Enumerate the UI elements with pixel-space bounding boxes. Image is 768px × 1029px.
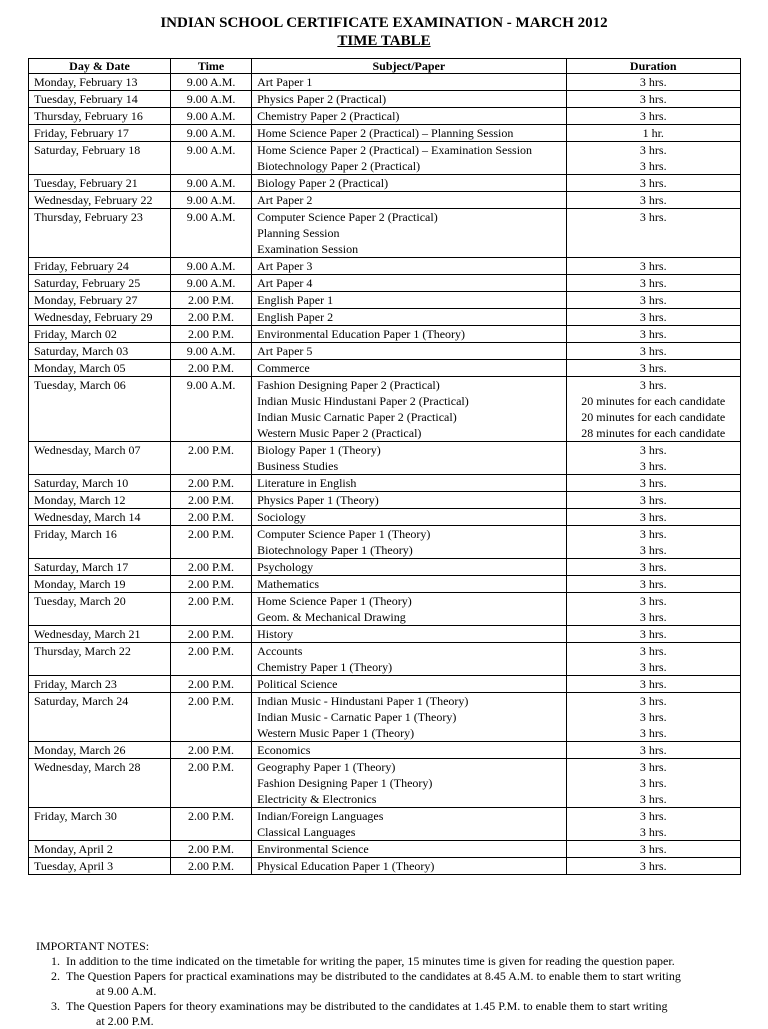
subject-line: Environmental Education Paper 1 (Theory) [257, 327, 466, 341]
cell-duration [566, 693, 740, 742]
cell-time: 9.00 A.M. [170, 343, 251, 360]
cell-duration [566, 593, 740, 626]
table-row [29, 326, 741, 343]
cell-subject [252, 108, 566, 125]
duration-line: 3 hrs. [639, 694, 667, 708]
duration-line: 3 hrs. [639, 210, 667, 224]
table-row [29, 759, 741, 808]
cell-duration [566, 492, 740, 509]
cell-duration [566, 626, 740, 643]
cell-time: 2.00 P.M. [170, 693, 251, 742]
duration-line: 3 hrs. [639, 560, 667, 574]
cell-day: Friday, March 30 [29, 808, 171, 841]
cell-day: Friday, March 02 [29, 326, 171, 343]
cell-duration [566, 292, 740, 309]
cell-time: 2.00 P.M. [170, 841, 251, 858]
cell-day: Wednesday, March 07 [29, 442, 171, 475]
header-row [29, 59, 741, 74]
cell-duration [566, 142, 740, 175]
cell-time: 2.00 P.M. [170, 593, 251, 626]
duration-line: 3 hrs. [639, 644, 667, 658]
table-row [29, 275, 741, 292]
table-row [29, 841, 741, 858]
cell-duration [566, 509, 740, 526]
cell-day: Wednesday, March 28 [29, 759, 171, 808]
table-row [29, 626, 741, 643]
cell-day: Monday, February 27 [29, 292, 171, 309]
subject-line: Art Paper 2 [257, 193, 313, 207]
note-text [66, 954, 756, 969]
cell-duration [566, 192, 740, 209]
cell-duration [566, 74, 740, 91]
cell-time: 2.00 P.M. [170, 559, 251, 576]
subject-line: Planning Session [257, 226, 340, 240]
duration-line: 3 hrs. [639, 677, 667, 691]
subject-line: English Paper 1 [257, 293, 334, 307]
duration-line: 3 hrs. [639, 627, 667, 641]
duration-line: 3 hrs. [639, 361, 667, 375]
cell-time: 9.00 A.M. [170, 275, 251, 292]
subject-line: Indian/Foreign Languages [257, 809, 384, 823]
cell-day: Wednesday, February 22 [29, 192, 171, 209]
cell-time: 2.00 P.M. [170, 475, 251, 492]
table-row [29, 676, 741, 693]
subject-line: Indian Music - Hindustani Paper 1 (Theory) [257, 694, 469, 708]
cell-time: 2.00 P.M. [170, 759, 251, 808]
subject-line: Physical Education Paper 1 (Theory) [257, 859, 435, 873]
duration-line: 3 hrs. [639, 859, 667, 873]
header-time: Time [170, 59, 251, 74]
cell-day: Tuesday, February 14 [29, 91, 171, 108]
cell-day: Monday, March 26 [29, 742, 171, 759]
cell-duration [566, 326, 740, 343]
duration-line: 3 hrs. [639, 92, 667, 106]
cell-day: Monday, February 13 [29, 74, 171, 91]
header-subject: Subject/Paper [252, 59, 566, 74]
timetable-body [29, 74, 741, 875]
table-row [29, 643, 741, 676]
duration-line: 3 hrs. [639, 577, 667, 591]
note-item [36, 954, 756, 969]
cell-duration [566, 360, 740, 377]
duration-line: 3 hrs. [639, 293, 667, 307]
table-row [29, 91, 741, 108]
cell-duration [566, 91, 740, 108]
subject-line: Art Paper 4 [257, 276, 313, 290]
subject-line: Indian Music Hindustani Paper 2 (Practical) [257, 394, 469, 408]
cell-duration [566, 742, 740, 759]
table-row [29, 509, 741, 526]
duration-line: 1 hr. [642, 126, 664, 140]
duration-line: 20 minutes for each candidate [581, 394, 726, 408]
duration-line: 3 hrs. [639, 276, 667, 290]
duration-line: 3 hrs. [639, 776, 667, 790]
document-title: INDIAN SCHOOL CERTIFICATE EXAMINATION - MARCH 2012 [160, 15, 608, 31]
duration-line: 3 hrs. [639, 760, 667, 774]
subject-line: Fashion Designing Paper 2 (Practical) [257, 378, 440, 392]
important-notes [36, 939, 756, 1029]
cell-duration [566, 343, 740, 360]
table-row [29, 693, 741, 742]
duration-line: 3 hrs. [639, 378, 667, 392]
cell-day: Monday, April 2 [29, 841, 171, 858]
duration-line: 3 hrs. [639, 527, 667, 541]
subject-line: Computer Science Paper 1 (Theory) [257, 527, 431, 541]
duration-line: 3 hrs. [639, 443, 667, 457]
note-number: 2. [51, 969, 60, 983]
cell-subject [252, 74, 566, 91]
table-row [29, 742, 741, 759]
cell-day: Thursday, February 16 [29, 108, 171, 125]
subject-line: Mathematics [257, 577, 320, 591]
cell-subject [252, 292, 566, 309]
cell-day: Wednesday, March 21 [29, 626, 171, 643]
duration-line: 3 hrs. [639, 259, 667, 273]
subject-line: Accounts [257, 644, 303, 658]
cell-day: Monday, March 19 [29, 576, 171, 593]
cell-subject [252, 475, 566, 492]
note-line: The Question Papers for theory examinations may be distributed to the candidates at 1.45 P.M. to enable them to start writing [66, 999, 668, 1013]
subject-line: Fashion Designing Paper 1 (Theory) [257, 776, 433, 790]
table-row [29, 258, 741, 275]
table-row [29, 142, 741, 175]
subject-line: Geom. & Mechanical Drawing [257, 610, 406, 624]
duration-line: 3 hrs. [639, 493, 667, 507]
table-row [29, 192, 741, 209]
table-row [29, 309, 741, 326]
duration-line: 3 hrs. [639, 842, 667, 856]
subject-line: Classical Languages [257, 825, 356, 839]
subject-line: Physics Paper 1 (Theory) [257, 493, 379, 507]
table-row [29, 175, 741, 192]
duration-line: 20 minutes for each candidate [581, 410, 726, 424]
subject-line: Computer Science Paper 2 (Practical) [257, 210, 438, 224]
cell-subject [252, 492, 566, 509]
cell-day: Friday, March 16 [29, 526, 171, 559]
table-row [29, 209, 741, 258]
cell-subject [252, 360, 566, 377]
subject-line: Environmental Science [257, 842, 369, 856]
cell-day: Monday, March 12 [29, 492, 171, 509]
note-number: 1. [51, 954, 60, 968]
note-item [36, 999, 756, 1029]
cell-duration [566, 559, 740, 576]
subject-line: Electricity & Electronics [257, 792, 377, 806]
cell-day: Monday, March 05 [29, 360, 171, 377]
cell-time: 2.00 P.M. [170, 643, 251, 676]
notes-heading: IMPORTANT NOTES: [36, 939, 150, 953]
cell-subject [252, 326, 566, 343]
cell-time: 2.00 P.M. [170, 626, 251, 643]
duration-line: 3 hrs. [639, 726, 667, 740]
subject-line: Indian Music Carnatic Paper 2 (Practical) [257, 410, 457, 424]
subject-line: Chemistry Paper 2 (Practical) [257, 109, 400, 123]
cell-day: Wednesday, March 14 [29, 509, 171, 526]
cell-duration [566, 759, 740, 808]
cell-duration [566, 526, 740, 559]
note-line: In addition to the time indicated on the timetable for writing the paper, 15 minutes time is given for reading the question paper. [66, 954, 675, 968]
cell-day: Saturday, February 18 [29, 142, 171, 175]
duration-line: 3 hrs. [639, 510, 667, 524]
cell-time: 2.00 P.M. [170, 858, 251, 875]
cell-duration [566, 125, 740, 142]
cell-day: Saturday, March 10 [29, 475, 171, 492]
cell-subject [252, 643, 566, 676]
cell-duration [566, 858, 740, 875]
cell-subject [252, 377, 566, 442]
subject-line: Examination Session [257, 242, 359, 256]
duration-line: 3 hrs. [639, 743, 667, 757]
table-row [29, 377, 741, 442]
subject-line: Biotechnology Paper 1 (Theory) [257, 543, 413, 557]
cell-subject [252, 676, 566, 693]
cell-day: Saturday, March 03 [29, 343, 171, 360]
cell-subject [252, 192, 566, 209]
cell-day: Saturday, February 25 [29, 275, 171, 292]
duration-line: 3 hrs. [639, 594, 667, 608]
note-line: at 2.00 P.M. [96, 1014, 154, 1028]
cell-subject [252, 593, 566, 626]
cell-time: 9.00 A.M. [170, 91, 251, 108]
cell-subject [252, 91, 566, 108]
subject-line: Art Paper 1 [257, 75, 313, 89]
cell-day: Friday, March 23 [29, 676, 171, 693]
duration-line: 3 hrs. [639, 109, 667, 123]
cell-duration [566, 108, 740, 125]
note-text [66, 969, 756, 999]
duration-line: 3 hrs. [639, 809, 667, 823]
duration-line: 3 hrs. [639, 193, 667, 207]
subject-line: Western Music Paper 2 (Practical) [257, 426, 422, 440]
cell-duration [566, 808, 740, 841]
subject-line: History [257, 627, 294, 641]
subject-line: Biology Paper 1 (Theory) [257, 443, 381, 457]
duration-line: 3 hrs. [639, 143, 667, 157]
duration-line: 3 hrs. [639, 660, 667, 674]
subject-line: Art Paper 3 [257, 259, 313, 273]
cell-subject [252, 759, 566, 808]
subject-line: Psychology [257, 560, 314, 574]
cell-time: 2.00 P.M. [170, 526, 251, 559]
table-row [29, 526, 741, 559]
subject-line: Literature in English [257, 476, 357, 490]
note-line: The Question Papers for practical examinations may be distributed to the candidates at 8.45 A.M. to enable them to start writing [66, 969, 681, 983]
subject-line: Home Science Paper 2 (Practical) – Examination Session [257, 143, 533, 157]
subject-line: Chemistry Paper 1 (Theory) [257, 660, 393, 674]
cell-day: Saturday, March 24 [29, 693, 171, 742]
cell-duration [566, 175, 740, 192]
cell-day: Tuesday, February 21 [29, 175, 171, 192]
subject-line: English Paper 2 [257, 310, 334, 324]
subject-line: Western Music Paper 1 (Theory) [257, 726, 415, 740]
cell-time: 2.00 P.M. [170, 676, 251, 693]
table-row [29, 593, 741, 626]
subject-line: Sociology [257, 510, 306, 524]
duration-line: 3 hrs. [639, 792, 667, 806]
cell-subject [252, 125, 566, 142]
cell-time: 2.00 P.M. [170, 309, 251, 326]
cell-subject [252, 509, 566, 526]
header-duration: Duration [566, 59, 740, 74]
table-row [29, 74, 741, 91]
note-item [36, 969, 756, 999]
cell-subject [252, 559, 566, 576]
cell-time: 2.00 P.M. [170, 492, 251, 509]
duration-line: 3 hrs. [639, 310, 667, 324]
cell-subject [252, 142, 566, 175]
cell-subject [252, 442, 566, 475]
table-row [29, 343, 741, 360]
cell-time: 2.00 P.M. [170, 509, 251, 526]
cell-time: 9.00 A.M. [170, 142, 251, 175]
cell-time: 9.00 A.M. [170, 258, 251, 275]
cell-time: 9.00 A.M. [170, 108, 251, 125]
cell-time: 9.00 A.M. [170, 192, 251, 209]
duration-line: 3 hrs. [639, 476, 667, 490]
subject-line: Home Science Paper 1 (Theory) [257, 594, 412, 608]
table-row [29, 442, 741, 475]
cell-subject [252, 808, 566, 841]
cell-subject [252, 693, 566, 742]
cell-day: Saturday, March 17 [29, 559, 171, 576]
subject-line: Geography Paper 1 (Theory) [257, 760, 396, 774]
table-row [29, 475, 741, 492]
notes-list [36, 954, 756, 1029]
subject-line: Commerce [257, 361, 310, 375]
cell-duration [566, 576, 740, 593]
duration-line: 3 hrs. [639, 610, 667, 624]
cell-duration [566, 377, 740, 442]
cell-time: 9.00 A.M. [170, 209, 251, 258]
table-row [29, 808, 741, 841]
cell-day: Friday, February 17 [29, 125, 171, 142]
table-row [29, 576, 741, 593]
header-day: Day & Date [29, 59, 171, 74]
cell-time: 9.00 A.M. [170, 377, 251, 442]
cell-time: 2.00 P.M. [170, 442, 251, 475]
cell-subject [252, 742, 566, 759]
subject-line: Political Science [257, 677, 338, 691]
note-text [66, 999, 756, 1029]
table-row [29, 292, 741, 309]
timetable [28, 58, 741, 875]
cell-subject [252, 858, 566, 875]
duration-line: 3 hrs. [639, 327, 667, 341]
cell-subject [252, 175, 566, 192]
cell-time: 2.00 P.M. [170, 292, 251, 309]
cell-duration [566, 258, 740, 275]
cell-day: Friday, February 24 [29, 258, 171, 275]
cell-subject [252, 343, 566, 360]
cell-time: 2.00 P.M. [170, 326, 251, 343]
cell-duration [566, 643, 740, 676]
cell-time: 2.00 P.M. [170, 808, 251, 841]
subject-line: Business Studies [257, 459, 339, 473]
subject-line: Indian Music - Carnatic Paper 1 (Theory) [257, 710, 457, 724]
cell-time: 9.00 A.M. [170, 125, 251, 142]
cell-day: Thursday, February 23 [29, 209, 171, 258]
duration-line: 28 minutes for each candidate [581, 426, 726, 440]
cell-time: 9.00 A.M. [170, 175, 251, 192]
subject-line: Biology Paper 2 (Practical) [257, 176, 389, 190]
duration-line: 3 hrs. [639, 825, 667, 839]
cell-duration [566, 475, 740, 492]
duration-line: 3 hrs. [639, 176, 667, 190]
cell-duration [566, 841, 740, 858]
cell-day: Tuesday, March 06 [29, 377, 171, 442]
duration-line: 3 hrs. [639, 159, 667, 173]
subject-line: Economics [257, 743, 311, 757]
duration-line: 3 hrs. [639, 344, 667, 358]
cell-duration [566, 676, 740, 693]
cell-subject [252, 626, 566, 643]
document-subtitle: TIME TABLE [337, 33, 431, 49]
cell-subject [252, 576, 566, 593]
table-row [29, 108, 741, 125]
cell-day: Wednesday, February 29 [29, 309, 171, 326]
duration-line: 3 hrs. [639, 459, 667, 473]
cell-time: 2.00 P.M. [170, 576, 251, 593]
cell-day: Tuesday, March 20 [29, 593, 171, 626]
cell-subject [252, 841, 566, 858]
table-row [29, 858, 741, 875]
cell-time: 2.00 P.M. [170, 742, 251, 759]
table-row [29, 125, 741, 142]
table-row [29, 492, 741, 509]
cell-duration [566, 275, 740, 292]
cell-subject [252, 526, 566, 559]
duration-line: 3 hrs. [639, 543, 667, 557]
cell-duration [566, 309, 740, 326]
duration-line: 3 hrs. [639, 75, 667, 89]
duration-line: 3 hrs. [639, 710, 667, 724]
note-number: 3. [51, 999, 60, 1013]
cell-duration [566, 209, 740, 258]
cell-subject [252, 309, 566, 326]
cell-time: 2.00 P.M. [170, 360, 251, 377]
cell-day: Thursday, March 22 [29, 643, 171, 676]
cell-day: Tuesday, April 3 [29, 858, 171, 875]
note-line: at 9.00 A.M. [96, 984, 157, 998]
table-row [29, 559, 741, 576]
subject-line: Biotechnology Paper 2 (Practical) [257, 159, 421, 173]
cell-duration [566, 442, 740, 475]
cell-time: 9.00 A.M. [170, 74, 251, 91]
subject-line: Home Science Paper 2 (Practical) – Planning Session [257, 126, 514, 140]
cell-subject [252, 209, 566, 258]
cell-subject [252, 258, 566, 275]
table-row [29, 360, 741, 377]
subject-line: Physics Paper 2 (Practical) [257, 92, 387, 106]
subject-line: Art Paper 5 [257, 344, 313, 358]
cell-subject [252, 275, 566, 292]
